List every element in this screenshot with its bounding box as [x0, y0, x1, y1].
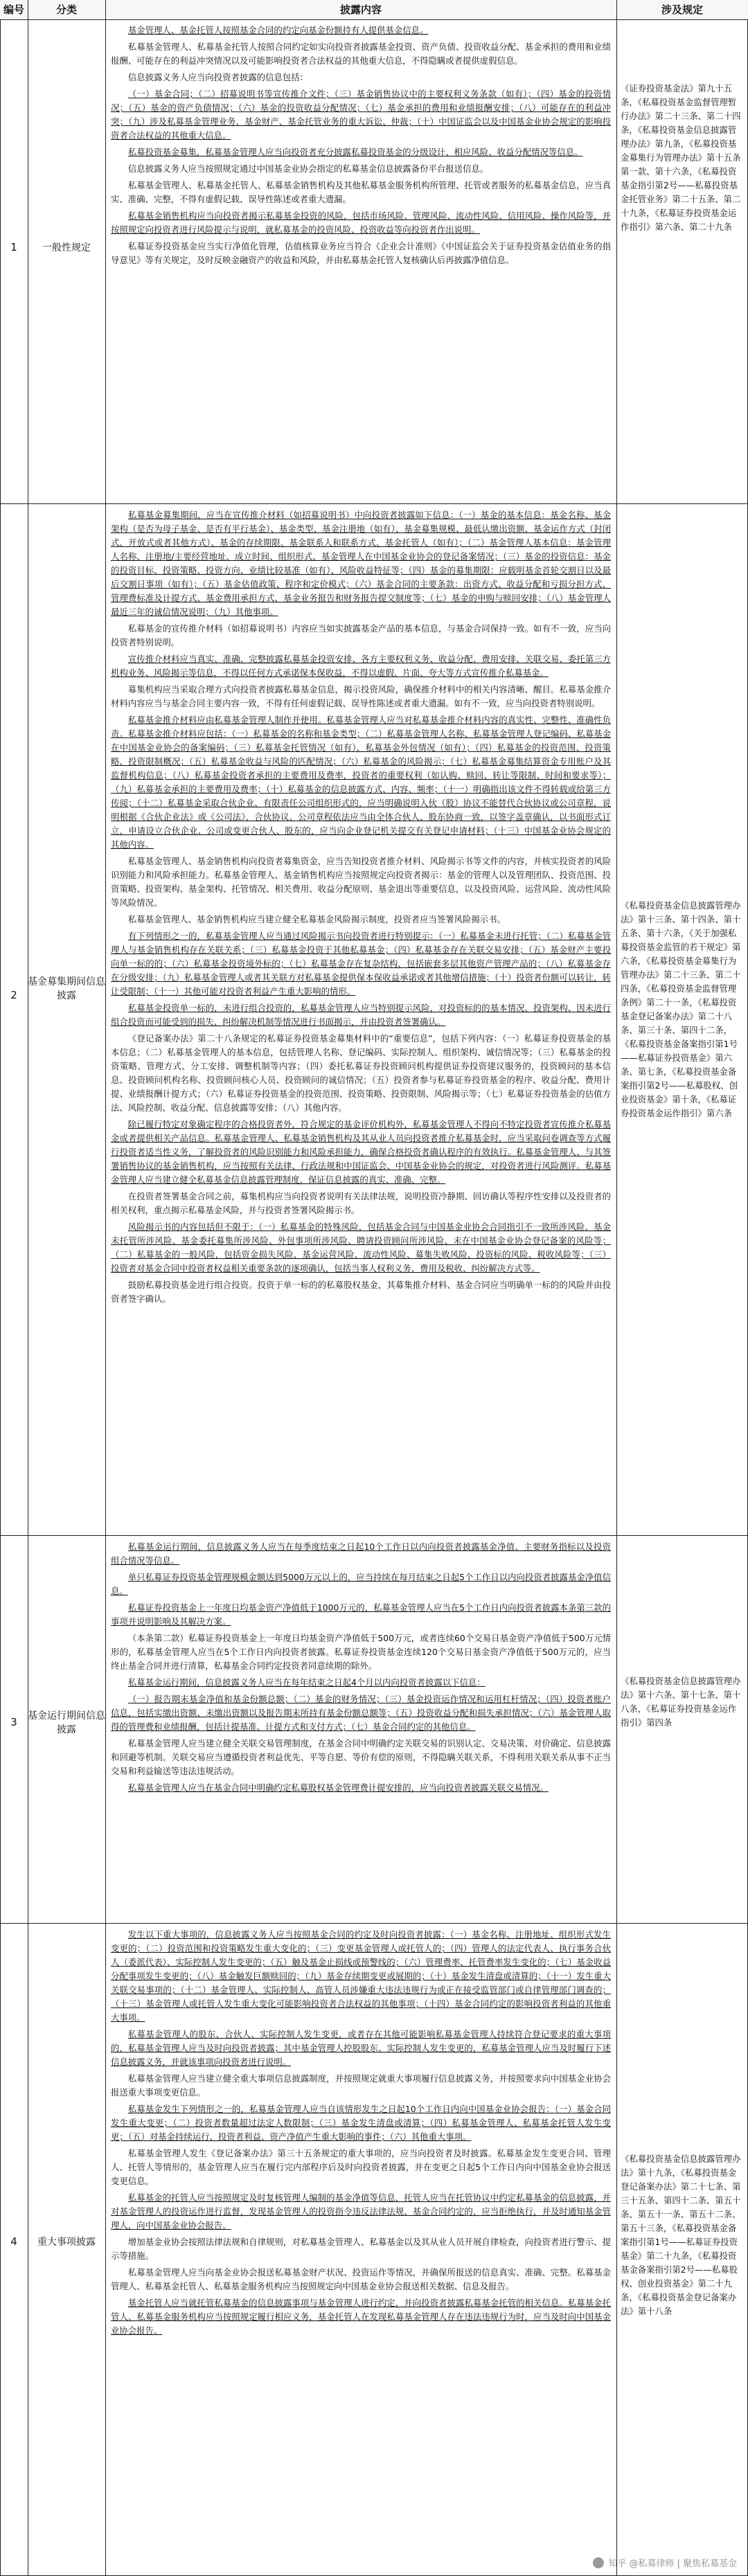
row-regulation: 《私募投资基金信息披露管理办法》第十六条、第十七条、第十八条，《私募证券投资基金运作指引》第四条	[621, 1676, 741, 1728]
row-content	[105, 1536, 616, 1924]
header-content: 披露内容	[339, 3, 382, 16]
row-number: 4	[10, 2235, 17, 2248]
content-paragraph: 基金托管人应当就托管私募基金的信息披露事项与基金管理人进行约定，并向投资者披露私募基金托管的相关信息。私募基金托管人、私募基金服务机构应当按照规定履行相应义务，基金托管人在发现私募基金管理人存在违法违规行为时，应当及时向中国基金业协会报告。	[111, 2298, 611, 2336]
row-category: 一般性规定	[42, 242, 91, 253]
table-row	[0, 504, 748, 1536]
content-paragraph: 私募基金管理人发生《登记备案办法》第三十五条规定的重大事项的，应当向投资者及时披露。私募基金发生变更合同、管理人、托管人等情形的，基金管理人应当在履行完内部程序后及时向投资者披露，并在变更之日起5个工作日内向中国基金业协会报送变更信息。	[111, 2148, 611, 2186]
row-category: 重大事项披露	[37, 2237, 96, 2248]
content-paragraph: 信息披露义务人应当按照规定通过中国基金业协会指定的私募基金信息披露备份平台报送信息。	[127, 163, 489, 174]
row-number: 3	[10, 1716, 17, 1728]
table-row	[0, 1536, 748, 1924]
header-category: 分类	[55, 3, 77, 16]
header-no: 编号	[3, 3, 24, 16]
row-category: 基金募集期间信息披露	[28, 976, 105, 1001]
content-paragraph: 私募基金管理人、私募基金托管人、私募基金销售机构及其他私募基金服务机构所管理、托管或者服务的私募基金信息，应当真实、准确、完整，不得有虚假记载、误导性陈述或者重大遗漏。	[111, 180, 611, 204]
content-paragraph: 私募基金募集期间，应当在宣传推介材料（如招募说明书）中向投资者披露如下信息：（一）基金的基本信息：基金名称、基金架构（是否为母子基金、是否有平行基金）、基金类型、基金注册地（如有）、基金募集规模、最低认缴出资额、基金运作方式（封闭式、开放式或者其他方式）、基金的存续期限、基金联系人和联系方式、基金托管人（如有）；（二）基金管理人基本信息：基金管理人名称、注册地/主要经营地址、成立时间、组织形式、基金管理人在中国基金业协会的登记备案情况；（三）基金的投资信息：基金的投资目标、投资策略、投资方向、业绩比较基准（如有）、风险收益特征等；（四）基金的募集期限：应载明基金首轮交割日以及最后交割日事项（如有）；（五）基金估值政策、程序和定价模式；（六）基金合同的主要条款：出资方式、收益分配和亏损分担方式、管理费标准及计提方式、基金费用承担方式、基金业务报告和财务报告提交制度等；（七）基金的申购与赎回安排；（八）基金管理人最近三年的诚信情况说明；（九）其他事项。	[111, 510, 611, 617]
content-paragraph: 私募基金发生下列情形之一的，私募基金管理人应当自该情形发生之日起10个工作日内向中国基金业协会报告：（一）基金合同发生重大变更；（二）投资者数量超过法定人数限制；（三）基金发生清盘或清算；（四）私募基金管理人、私募基金托管人发生变更；（五）对基金持续运行、投资者利益、资产净值产生重大影响的事件；（六）其他重大事项。	[111, 2104, 611, 2142]
content-paragraph: 私募基金的宣传推介材料（如招募说明书）内容应当如实披露基金产品的基本信息，与基金合同保持一致。如有不一致，应当向投资者特别说明。	[111, 623, 611, 647]
content-paragraph: 单只私募证券投资基金管理规模金额达到5000万元以上的，应当持续在每月结束之日起5个工作日以内向投资者披露基金净值信息。	[111, 1572, 611, 1596]
content-paragraph: 有下列情形之一的，私募基金管理人应当通过风险揭示书向投资者进行特别提示：（一）私募基金未进行托管；（二）私募基金管理人与基金销售机构存在关联关系；（三）私募基金投资于其他私募基金；（四）私募基金存在关联交易安排；（五）基金财产主要投向单一标的的；（六）私募基金投资境外标的；（七）私募基金存在复杂结构，包括嵌套多层其他资产管理产品的；（八）私募基金存在分级安排；（九）私募基金管理人或者其关联方对私募基金提供保本保收益承诺或者其他增信措施；（十）投资者份额可以转让，转让受限制；（十一）其他可能对投资者利益产生重大影响的情形。	[111, 931, 611, 996]
content-paragraph: 私募基金管理人的股东、合伙人、实际控制人发生变更，或者存在其他可能影响私募基金管理人持续符合登记要求的重大事项的，私募基金管理人应当及时向投资者披露；其中基金管理人控股股东、实际控制人发生变更的，私募基金管理人应当及时履行下述信息披露义务，并就该事项向投资者进行说明。	[111, 2029, 611, 2067]
content-paragraph: 私募基金管理人应当建立健全重大事项信息披露制度，并按照规定就重大事项履行信息披露义务，并按照要求向中国基金业协会报送重大事项变更信息。	[111, 2073, 611, 2098]
content-paragraph: 私募基金管理人、基金销售机构向投资者募集资金，应当告知投资者推介材料、风险揭示书等文件的内容，并核实投资者的风险识别能力和风险承担能力。私募基金管理人、基金销售机构应当按照规定向投资者揭示：基金的管理人以及管理团队、投资范围、投资策略、投资架构、基金架构、托管情况、相关费用、收益分配原则、基金退出等重要信息，以及投资风险、运营风险、流动性风险等风险情况。	[111, 856, 611, 908]
row-content	[105, 1924, 616, 2576]
content-paragraph: （一）报告期末基金净值和基金份额总额；（二）基金的财务情况；（三）基金投资运作情况和运用杠杆情况；（四）投资者账户信息，包括实缴出资额、未缴出资额以及报告期末所持有基金份额总额等；（五）投资收益分配和损失承担情况；（六）基金管理人取得的管理费和业绩报酬，包括计提基准、计提方式和支付方式；（七）基金合同约定的其他信息。	[111, 1694, 611, 1732]
row-category: 基金运行期间信息披露	[28, 1710, 105, 1735]
header-regulation: 涉及规定	[661, 3, 703, 16]
content-paragraph: 私募基金管理人、私募基金托管人按照合同约定如实向投资者披露基金投资、资产负债、投资收益分配、基金承担的费用和业绩报酬、可能存在的利益冲突情况以及可能影响投资者合法权益的其他重大信息，不得隐瞒或者提供虚假信息。	[111, 42, 611, 66]
content-paragraph: 私募证券投资基金上一年度日均基金资产净值低于1000万元的，私募基金管理人应当在5个工作日内向投资者披露本条第三款的事项并说明影响及其解决方案。	[111, 1602, 611, 1627]
content-paragraph: 募集机构应当采取合理方式向投资者披露私募基金信息，揭示投资风险，确保推介材料中的相关内容清晰、醒目。私募基金推介材料内容应当与基金合同主要内容一致，不得有任何虚假记载、误导性陈述或者重大遗漏。如有不一致，应当向投资者特别说明。	[111, 684, 611, 708]
content-paragraph: 私募基金管理人应当在基金合同中明确约定私募股权基金管理费计提安排的，应当向投资者披露关联交易情况。	[127, 1782, 549, 1793]
content-paragraph: 基金管理人、基金托管人按照基金合同的约定向基金份额持有人提供基金信息。	[127, 25, 429, 35]
watermark-text: 知乎 @私募律师 | 聚焦私募基金	[608, 2559, 737, 2569]
watermark	[593, 2556, 737, 2569]
content-paragraph: 私募基金管理人、基金销售机构应当建立健全私募基金风险揭示制度，投资者应当签署风险揭示书。	[127, 914, 506, 924]
row-content	[105, 504, 616, 1536]
content-paragraph: （本条第二款）私募证券投资基金上一年度日均基金资产净值低于500万元，或者连续60个交易日基金资产净值低于500万元情形的，私募基金管理人应当在5个工作日内向投资者披露。私募证券投资基金连续120个交易日基金资产净值低于500万元的，应当终止基金合同并进行清算，私募基金合同约定投资者同意续期的除外。	[111, 1633, 611, 1671]
content-paragraph: 私募基金运行期间，信息披露义务人应当在每季度结束之日起10个工作日以内向投资者披露基金净值、主要财务指标以及投资组合情况等信息。	[111, 1541, 611, 1566]
content-paragraph: 在投资者签署基金合同之前，募集机构应当向投资者说明有关法律法规，说明投资冷静期、回访确认等程序性安排以及投资者的相关权利，重点揭示私募基金风险，并与投资者签署风险揭示书。	[111, 1191, 611, 1215]
content-paragraph: 《登记备案办法》第二十八条规定的私募证券投资基金募集材料中的“重要信息”，包括下列内容：（一）私募证券投资基金的基本信息；（二）私募基金管理人的基本信息，包括管理人名称、登记编码、实际控制人、组织架构、诚信情况等；（三）私募基金的投资策略、管理方式、分工安排、调整机制等内容；（四）委托私募证券投资顾问机构提供证券投资建议服务的，投资顾问的基本信息、投资顾问机构名称、投资顾问核心人员、投资顾问的诚信情况；（五）投资者参与私募证券投资基金的程序、收益分配、费用计提、业绩报酬计提方式；（六）私募证券投资基金的投资范围、投资策略、投资限制、风险揭示等；（七）私募证券投资基金的估值方法、风险控制、收益分配、信息披露等安排；（八）其他内容。	[111, 1033, 611, 1113]
column-divider	[616, 0, 617, 2576]
content-paragraph: （一）基金合同；（二）招募说明书等宣传推介文件；（三）基金销售协议中的主要权利义务条款（如有）；（四）基金的投资情况；（五）基金的资产负债情况；（六）基金的投资收益分配情况；（七）基金承担的费用和业绩报酬安排；（八）可能存在的利益冲突；（九）涉及私募基金管理业务、基金财产、基金托管业务的重大诉讼、仲裁；（十）中国证监会以及中国基金业协会规定的影响投资者合法权益的其他重大信息。	[111, 89, 611, 141]
content-paragraph: 私募投资基金募集，私募基金管理人应当向投资者充分披露私募投资基金的分级设计、相应风险、收益分配情况等信息。	[127, 147, 583, 157]
row-regulation: 《证券投资基金法》第九十五条，《私募投资基金监督管理暂行办法》第二十三条、第二十四条，《私募投资基金信息披露管理办法》第九条，《私募投资基金募集行为管理办法》第十五条第一款、第十六条，《私募投资基金指引第2号——私募投资基金托管业务》第二十五条、第二十九条，《私募证券投资基金运作指引》第六条、第二十九条	[621, 83, 741, 232]
content-paragraph: 宣传推介材料应当真实、准确、完整披露私募基金投资安排、各方主要权利义务、收益分配、费用安排、关联交易、委托第三方机构业务、风险揭示等信息，不得以任何方式承诺保本保收益，不得以虚假、片面、夸大等方式宣传推介私募基金。	[111, 654, 611, 678]
content-paragraph: 私募基金管理人应当向基金业协会报送私募基金财产状况、投资运作等情况，并确保所报送的信息真实、准确、完整。私募基金管理人、私募基金托管人、私募基金服务机构应当按照规定向中国基金业协会报送相关数据、信息及报告。	[111, 2267, 611, 2291]
table-row	[0, 19, 748, 504]
content-paragraph: 私募证券投资基金应当实行净值化管理，估值核算业务应当符合《企业会计准则》《中国证监会关于证券投资基金估值业务的指导意见》等有关规定，及时反映金融资产的收益和风险，并由私募基金托管人复核确认后再披露净值信息。	[111, 241, 611, 265]
row-regulation: 《私募投资基金信息披露管理办法》第十三条、第十四条、第十五条、第十六条，《关于加强私募投资基金监管的若干规定》第六条，《私募投资基金募集行为管理办法》第二十三条、第二十四条，《私募投资基金监督管理条例》第二十一条，《私募投资基金登记备案办法》第二十八条、第三十条、第四十二条，《私募投资基金备案指引第1号——私募证券投资基金》第六条、第七条，《私募投资基金备案指引第2号——私募股权、创业投资基金》第十条，《私募证券投资基金运作指引》第六条	[621, 900, 741, 1118]
content-paragraph: 增加基金业协会按照法律法规和自律规则，对私募基金管理人、私募基金以及其从业人员开展自律检查，向投资者进行警示、提示等措施。	[111, 2237, 611, 2261]
content-paragraph: 信息披露义务人应当向投资者披露的信息包括：	[127, 72, 308, 82]
content-paragraph: 风险揭示书的内容包括但不限于：（一）私募基金的特殊风险，包括基金合同与中国基金业协会合同指引不一致所涉风险、基金未托管所涉风险、基金委托募集所涉风险、外包事项所涉风险、聘请投资顾问所涉风险、未在中国基金业协会登记备案的风险等；（二）私募基金的一般风险，包括资金损失风险、基金运营风险、流动性风险、募集失败风险、投资标的风险、税收风险等；（三）投资者对基金合同中投资者权益相关重要条款的逐项确认，包括当事人权利义务、费用及税收、纠纷解决方式等。	[111, 1222, 611, 1273]
row-content	[105, 19, 616, 504]
content-paragraph: 鼓励私募投资基金进行组合投资。投资于单一标的的私募股权基金，其募集推介材料、基金合同应当明确单一标的的风险并由投资者签字确认。	[111, 1280, 611, 1304]
content-paragraph: 私募基金销售机构应当向投资者揭示私募基金投资的风险，包括市场风险、管理风险、流动性风险、信用风险、操作风险等，并按照规定向投资者进行风险提示与说明，就私募基金的投资风险、投资收益等向投资者作出说明。	[111, 211, 611, 235]
column-divider	[105, 0, 106, 2576]
table-row	[0, 1924, 748, 2576]
content-paragraph: 私募基金推介材料应由私募基金管理人制作并使用。私募基金管理人应当对私募基金推介材料内容的真实性、完整性、准确性负责。私募基金推介材料应包括：（一）私募基金的名称和基金类型；（二）私募基金管理人名称、私募基金管理人登记编码、私募基金在中国基金业协会的备案编码；（三）私募基金托管情况（如有），私募基金外包情况（如有）；（四）私募基金的投资范围、投资策略、投资限制概况；（五）私募基金收益与风险的匹配情况；（六）私募基金的风险揭示；（七）私募基金募集结算资金专用账户及其监督机构信息；（八）私募基金投资者承担的主要费用及费率，投资者的重要权利（如认购、赎回、转让等限制、时间和要求等）；（九）私募基金承担的主要费用及费率；（十）私募基金的信息披露方式、内容、频率；（十一）明确指出该文件不得转载或给第三方传阅；（十二）私募基金采取合伙企业、有限责任公司组织形式的，应当明确说明入伙（股）协议不能替代合伙协议或公司章程，说明根据《合伙企业法》或《公司法》，合伙协议、公司章程依法应当由全体合伙人、股东协商一致，以签字盖章确认，以书面形式订立，申请设立合伙企业、公司或变更合伙人、股东的，应当向企业登记机关提交有关登记申请材料；（十三）中国基金业协会规定的其他内容。	[111, 715, 611, 850]
content-paragraph: 私募基金投资单一标的，未进行组合投资的，私募基金管理人应当特别提示风险，对投资标的的基本情况、投资架构、因未进行组合投资而可能受到的损失、纠纷解决机制等情况进行书面揭示，并由投资者签署确认。	[111, 1003, 611, 1027]
row-number: 1	[10, 241, 17, 253]
content-paragraph: 发生以下重大事项的，信息披露义务人应当按照基金合同的约定及时向投资者披露：（一）基金名称、注册地址、组织形式发生变更的；（二）投资范围和投资策略发生重大变化的；（三）变更基金管理人或托管人的；（四）管理人的法定代表人、执行事务合伙人（委派代表）、实际控制人发生变更的；（五）触及基金止损线或预警线的；（六）管理费率、托管费率发生变化的；（七）基金收益分配事项发生变更的；（八）基金触发巨额赎回的；（九）基金存续期变更或展期的；（十）基金发生清盘或清算的；（十一）发生重大关联交易事项的；（十二）基金管理人、实际控制人、高管人员涉嫌重大违法违规行为或正在接受监管部门或自律管理部门调查的；（十三）基金管理人或托管人发生重大变化可能影响投资者合法权益的其他事项；（十四）基金合同约定的影响投资者利益的其他重大事项。	[111, 1929, 611, 2023]
content-paragraph: 私募基金管理人应当建立健全关联交易管理制度，在基金合同中明确约定关联交易的识别认定、交易决策、对价确定、信息披露和回避等机制。关联交易应当遵循投资者利益优先、平等自愿、等价有偿的原则，不得隐瞒关联关系，不得利用关联关系从事不正当交易和利益输送等违法违规活动。	[111, 1738, 611, 1776]
row-regulation: 《私募投资基金信息披露管理办法》第十九条，《私募投资基金登记备案办法》第二十七条、第三十五条、第四十二条、第五十条、第五十一条、第五十二条、第五十三条，《私募投资基金备案指引第1号——私募证券投资基金》第二十九条，《私募投资基金备案指引第2号——私募股权、创业投资基金》第二十九条，《私募投资基金登记备案办法》第十八条	[621, 2154, 741, 2316]
content-paragraph: 私募基金运行期间，信息披露义务人应当在每年结束之日起4个月以内向投资者披露以下信息：	[127, 1677, 486, 1688]
table-header	[0, 0, 748, 20]
watermark-logo-icon	[593, 2557, 604, 2568]
content-paragraph: 除已履行特定对象确定程序的合格投资者外，符合规定的基金评价机构外，私募基金管理人不得向不特定投资者宣传推介私募基金或者提供相关产品信息。私募基金管理人、私募基金销售机构及其从业人员向投资者推介私募基金时，应当采取问卷调查等方式履行投资者适当性义务，了解投资者的风险识别能力和风险承担能力，确保合格投资者确认程序的有效执行。私募基金管理人、与其签署销售协议的基金销售机构，应当按照有关法律、行政法规和中国证监会、中国基金业协会的规定，对投资者进行风险测评。私募基金管理人应当建立健全私募基金信息披露管理制度，保证信息披露的真实、准确、完整。	[111, 1119, 611, 1185]
content-paragraph: 私募基金的托管人应当按照规定及时复核管理人编制的基金净值等信息，托管人应当在托管协议中约定私募基金的信息披露，并对基金管理人的投资运作进行监督，发现基金管理人的投资指令违反法律法规、基金合同约定的，应当拒绝执行，并及时通知基金管理人，向中国基金业协会报告。	[111, 2192, 611, 2230]
row-number: 2	[10, 989, 17, 1001]
